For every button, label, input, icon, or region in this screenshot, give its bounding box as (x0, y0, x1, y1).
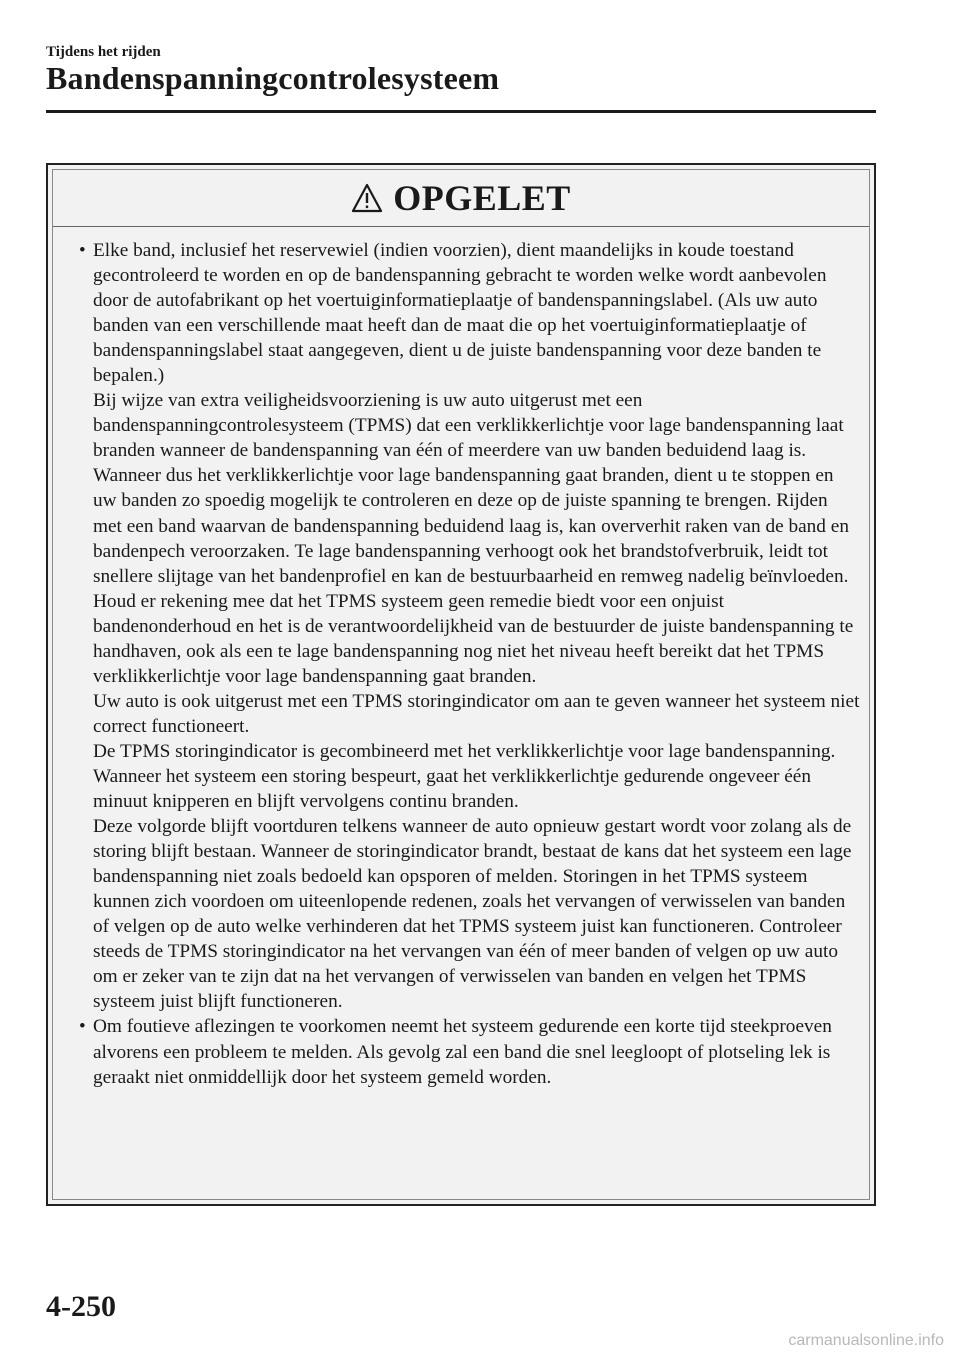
caution-body (53, 227, 869, 1090)
caution-item (79, 238, 861, 1014)
page-title: Bandenspanningcontrolesysteem (46, 60, 500, 96)
caution-paragraph: Om foutieve aflezingen te voorkomen neemt het systeem gedurende een korte tijd steekproeven alvorens een probleem te melden. Als gevolg zal een band die snel leegloopt of plotseling lek is geraakt niet onmiddellijk door het systeem gemeld worden. (93, 1016, 832, 1088)
caution-paragraph: Elke band, inclusief het reservewiel (indien voorzien), dient maandelijks in koude toestand gecontroleerd te worden en op de bandenspanning gebracht te worden welke wordt aanbevolen door de autofabrikant op het voertuiginformatieplaatje of bandenspanningslabel. (Als uw auto banden van een verschillende maat heeft dan de maat die op het voertuiginformatieplaatje of bandenspanningslabel staat aangegeven, dient u de juiste bandenspanning voor deze banden te bepalen.) (93, 240, 827, 387)
caution-item (79, 1014, 861, 1089)
caution-inner-frame (52, 169, 870, 1200)
title-rule (46, 110, 876, 113)
caution-paragraph: Houd er rekening mee dat het TPMS systeem geen remedie biedt voor een onjuist bandenonderhoud en het is de verantwoordelijkheid van de bestuurder de juiste bandenspanning te handhaven, ook als een te lage bandenspanning nog niet het niveau heeft bereikt dat het TPMS verklikkerlichtje voor lage bandenspanning gaat branden. (93, 590, 854, 687)
watermark: carmanualsonline.info (788, 1332, 944, 1349)
bullet: • (79, 240, 86, 261)
bullet: • (79, 1016, 86, 1038)
caution-paragraph: Deze volgorde blijft voortduren telkens wanneer de auto opnieuw gestart wordt voor zolang als de storing blijft bestaan. Wanneer de storingindicator brandt, bestaat de kans dat het systeem een lage bandenspanning niet zoals bedoeld kan opsporen of melden. Storingen in het TPMS systeem kunnen zich voordoen om uiteenlopende redenen, zoals het vervangen of verwisselen van banden of velgen op de auto welke verhinderen dat het TPMS systeem juist kan functioneren. Controleer steeds de TPMS storingindicator na het vervangen van één of meer banden of velgen op uw auto om er zeker van te zijn dat na het vervangen of verwisselen van banden en velgen het TPMS systeem juist blijft functioneren. (93, 816, 852, 1013)
caution-header (53, 170, 869, 227)
caution-paragraph: Bij wijze van extra veiligheidsvoorziening is uw auto uitgerust met een bandenspanningcontrolesysteem (TPMS) dat een verklikkerlichtje voor lage bandenspanning laat branden wanneer de bandenspanning van één of meerdere van uw banden beduidend laag is. Wanneer dus het verklikkerlichtje voor lage bandenspanning gaat branden, dient u te stoppen en uw banden zo spoedig mogelijk te controleren en deze op de juiste spanning te brengen. Rijden met een band waarvan de bandenspanning beduidend laag is, kan oververhit raken van de band en bandenpech veroorzaken. Te lage bandenspanning verhoogt ook het brandstofverbruik, leidt tot snellere slijtage van het bandenprofiel en kan de bestuurbaarheid en remweg nadelig beïnvloeden. (93, 390, 849, 587)
section-label: Tijdens het rijden (46, 44, 161, 60)
page-number: 4-250 (46, 1290, 116, 1323)
caution-paragraph: Uw auto is ook uitgerust met een TPMS storingindicator om aan te geven wanneer het systeem niet correct functioneert. (93, 690, 860, 737)
caution-title: OPGELET (393, 178, 571, 218)
caution-box (46, 163, 876, 1206)
warning-triangle-icon (351, 183, 383, 213)
caution-paragraph: De TPMS storingindicator is gecombineerd met het verklikkerlichtje voor lage bandenspanning. Wanneer het systeem een storing bespeurt, gaat het verklikkerlichtje gedurende ongeveer één minuut knipperen en blijft vervolgens continu branden. (93, 740, 836, 813)
